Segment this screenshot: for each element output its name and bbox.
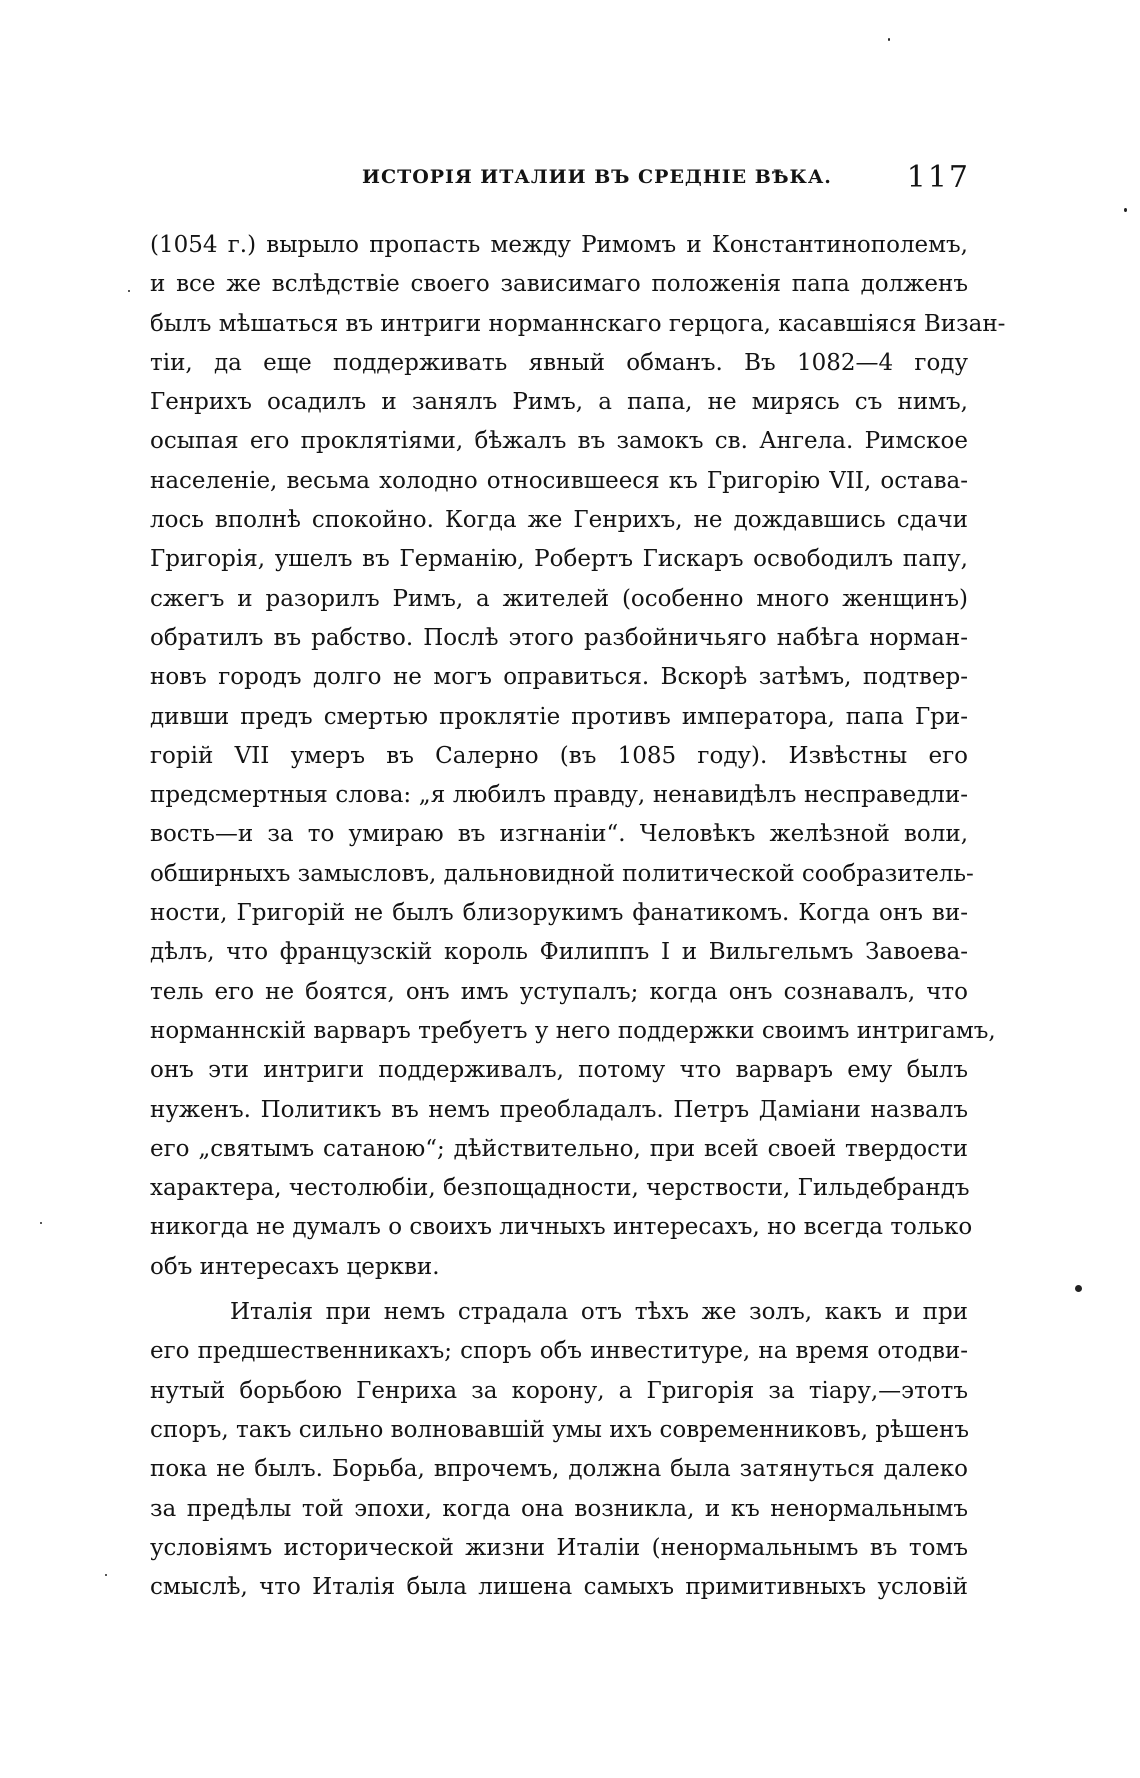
text-line: населеніе, весьма холодно относившееся къ Григорію VII, остава-	[150, 467, 968, 494]
text-line: лось вполнѣ спокойно. Когда же Генрихъ, не дождавшись сдачи	[150, 507, 968, 534]
text-line: ности, Григорій не былъ близорукимъ фанатикомъ. Когда онъ ви-	[150, 900, 968, 927]
text-line: его „святымъ сатаною“; дѣйствительно, при всей своей твердости	[150, 1135, 968, 1162]
scan-speck	[40, 1222, 42, 1224]
text-line: нутый борьбою Генриха за корону, а Григорія за тіару,—этотъ	[150, 1377, 968, 1404]
paragraph-2	[150, 1293, 968, 1607]
text-line: горій VII умеръ въ Салерно (въ 1085 году). Извѣстны его	[150, 742, 968, 769]
text-line: предсмертныя слова: „я любилъ правду, ненавидѣлъ несправедли-	[150, 782, 968, 809]
scan-speck	[105, 1574, 107, 1576]
text-line: тель его не боятся, онъ имъ уступалъ; когда онъ сознавалъ, что	[150, 978, 968, 1005]
text-line: онъ эти интриги поддерживалъ, потому что варваръ ему былъ	[150, 1057, 968, 1084]
text-line: объ интересахъ церкви.	[150, 1253, 440, 1280]
text-line: за предѣлы той эпохи, когда она возникла, и къ ненормальнымъ	[150, 1495, 968, 1522]
text-line: осыпая его проклятіями, бѣжалъ въ замокъ св. Ангела. Римское	[150, 428, 968, 455]
page-header	[150, 160, 970, 200]
text-line: дивши предъ смертью проклятіе противъ императора, папа Гри-	[150, 703, 968, 730]
scan-speck	[1124, 208, 1127, 212]
text-line: и все же вслѣдствіе своего зависимаго положенія папа долженъ	[150, 271, 968, 298]
running-title: ИСТОРІЯ ИТАЛИИ ВЪ СРЕДНІЕ ВѢКА.	[362, 166, 832, 188]
text-line: пока не былъ. Борьба, впрочемъ, должна была затянуться далеко	[150, 1456, 968, 1483]
scan-speck	[888, 38, 890, 41]
page-number: 117	[906, 160, 970, 195]
text-line: споръ, такъ сильно волновавшій умы ихъ современниковъ, рѣшенъ	[150, 1416, 969, 1443]
text-line: новъ городъ долго не могъ оправиться. Вскорѣ затѣмъ, подтвер-	[150, 664, 968, 691]
text-line: тіи, да еще поддерживать явный обманъ. Въ 1082—4 году	[150, 349, 968, 376]
text-line: характера, честолюбіи, безпощадности, черствости, Гильдебрандъ	[150, 1175, 970, 1202]
text-line: сжегъ и разорилъ Римъ, а жителей (особенно много женщинъ)	[150, 585, 968, 612]
text-line: (1054 г.) вырыло пропасть между Римомъ и Константинополемъ,	[150, 232, 968, 258]
text-line: нуженъ. Политикъ въ немъ преобладалъ. Петръ Даміани назвалъ	[150, 1096, 968, 1123]
text-line: условіямъ исторической жизни Италіи (ненормальнымъ въ томъ	[150, 1534, 968, 1561]
text-line: никогда не думалъ о своихъ личныхъ интересахъ, но всегда только	[150, 1214, 973, 1241]
scan-speck	[128, 290, 130, 292]
text-line: Италія при немъ страдала отъ тѣхъ же золъ, какъ и при	[230, 1299, 968, 1326]
text-line: дѣлъ, что французскій король Филиппъ I и Вильгельмъ Завоева-	[150, 939, 968, 966]
body-text	[150, 226, 1006, 1607]
text-line: вость—и за то умираю въ изгнаніи“. Человѣкъ желѣзной воли,	[150, 821, 968, 848]
text-line: смыслѣ, что Италія была лишена самыхъ примитивныхъ условій	[150, 1574, 968, 1601]
text-line: его предшественникахъ; споръ объ инвеституре, на время отодви-	[150, 1338, 968, 1365]
text-line: Григорія, ушелъ въ Германію, Робертъ Гискаръ освободилъ папу,	[150, 546, 968, 573]
text-line: обширныхъ замысловъ, дальновидной политической сообразитель-	[150, 860, 974, 887]
text-line: Генрихъ осадилъ и занялъ Римъ, а папа, не мирясь съ нимъ,	[150, 389, 968, 416]
paragraph-1	[150, 226, 1006, 1287]
text-line: былъ мѣшаться въ интриги норманнскаго герцога, касавшіяся Визан-	[150, 310, 1006, 337]
scan-speck	[1075, 1285, 1082, 1292]
text-line: норманнскій варваръ требуетъ у него поддержки своимъ интригамъ,	[150, 1017, 996, 1044]
text-line: обратилъ въ рабство. Послѣ этого разбойничьяго набѣга норман-	[150, 624, 968, 651]
